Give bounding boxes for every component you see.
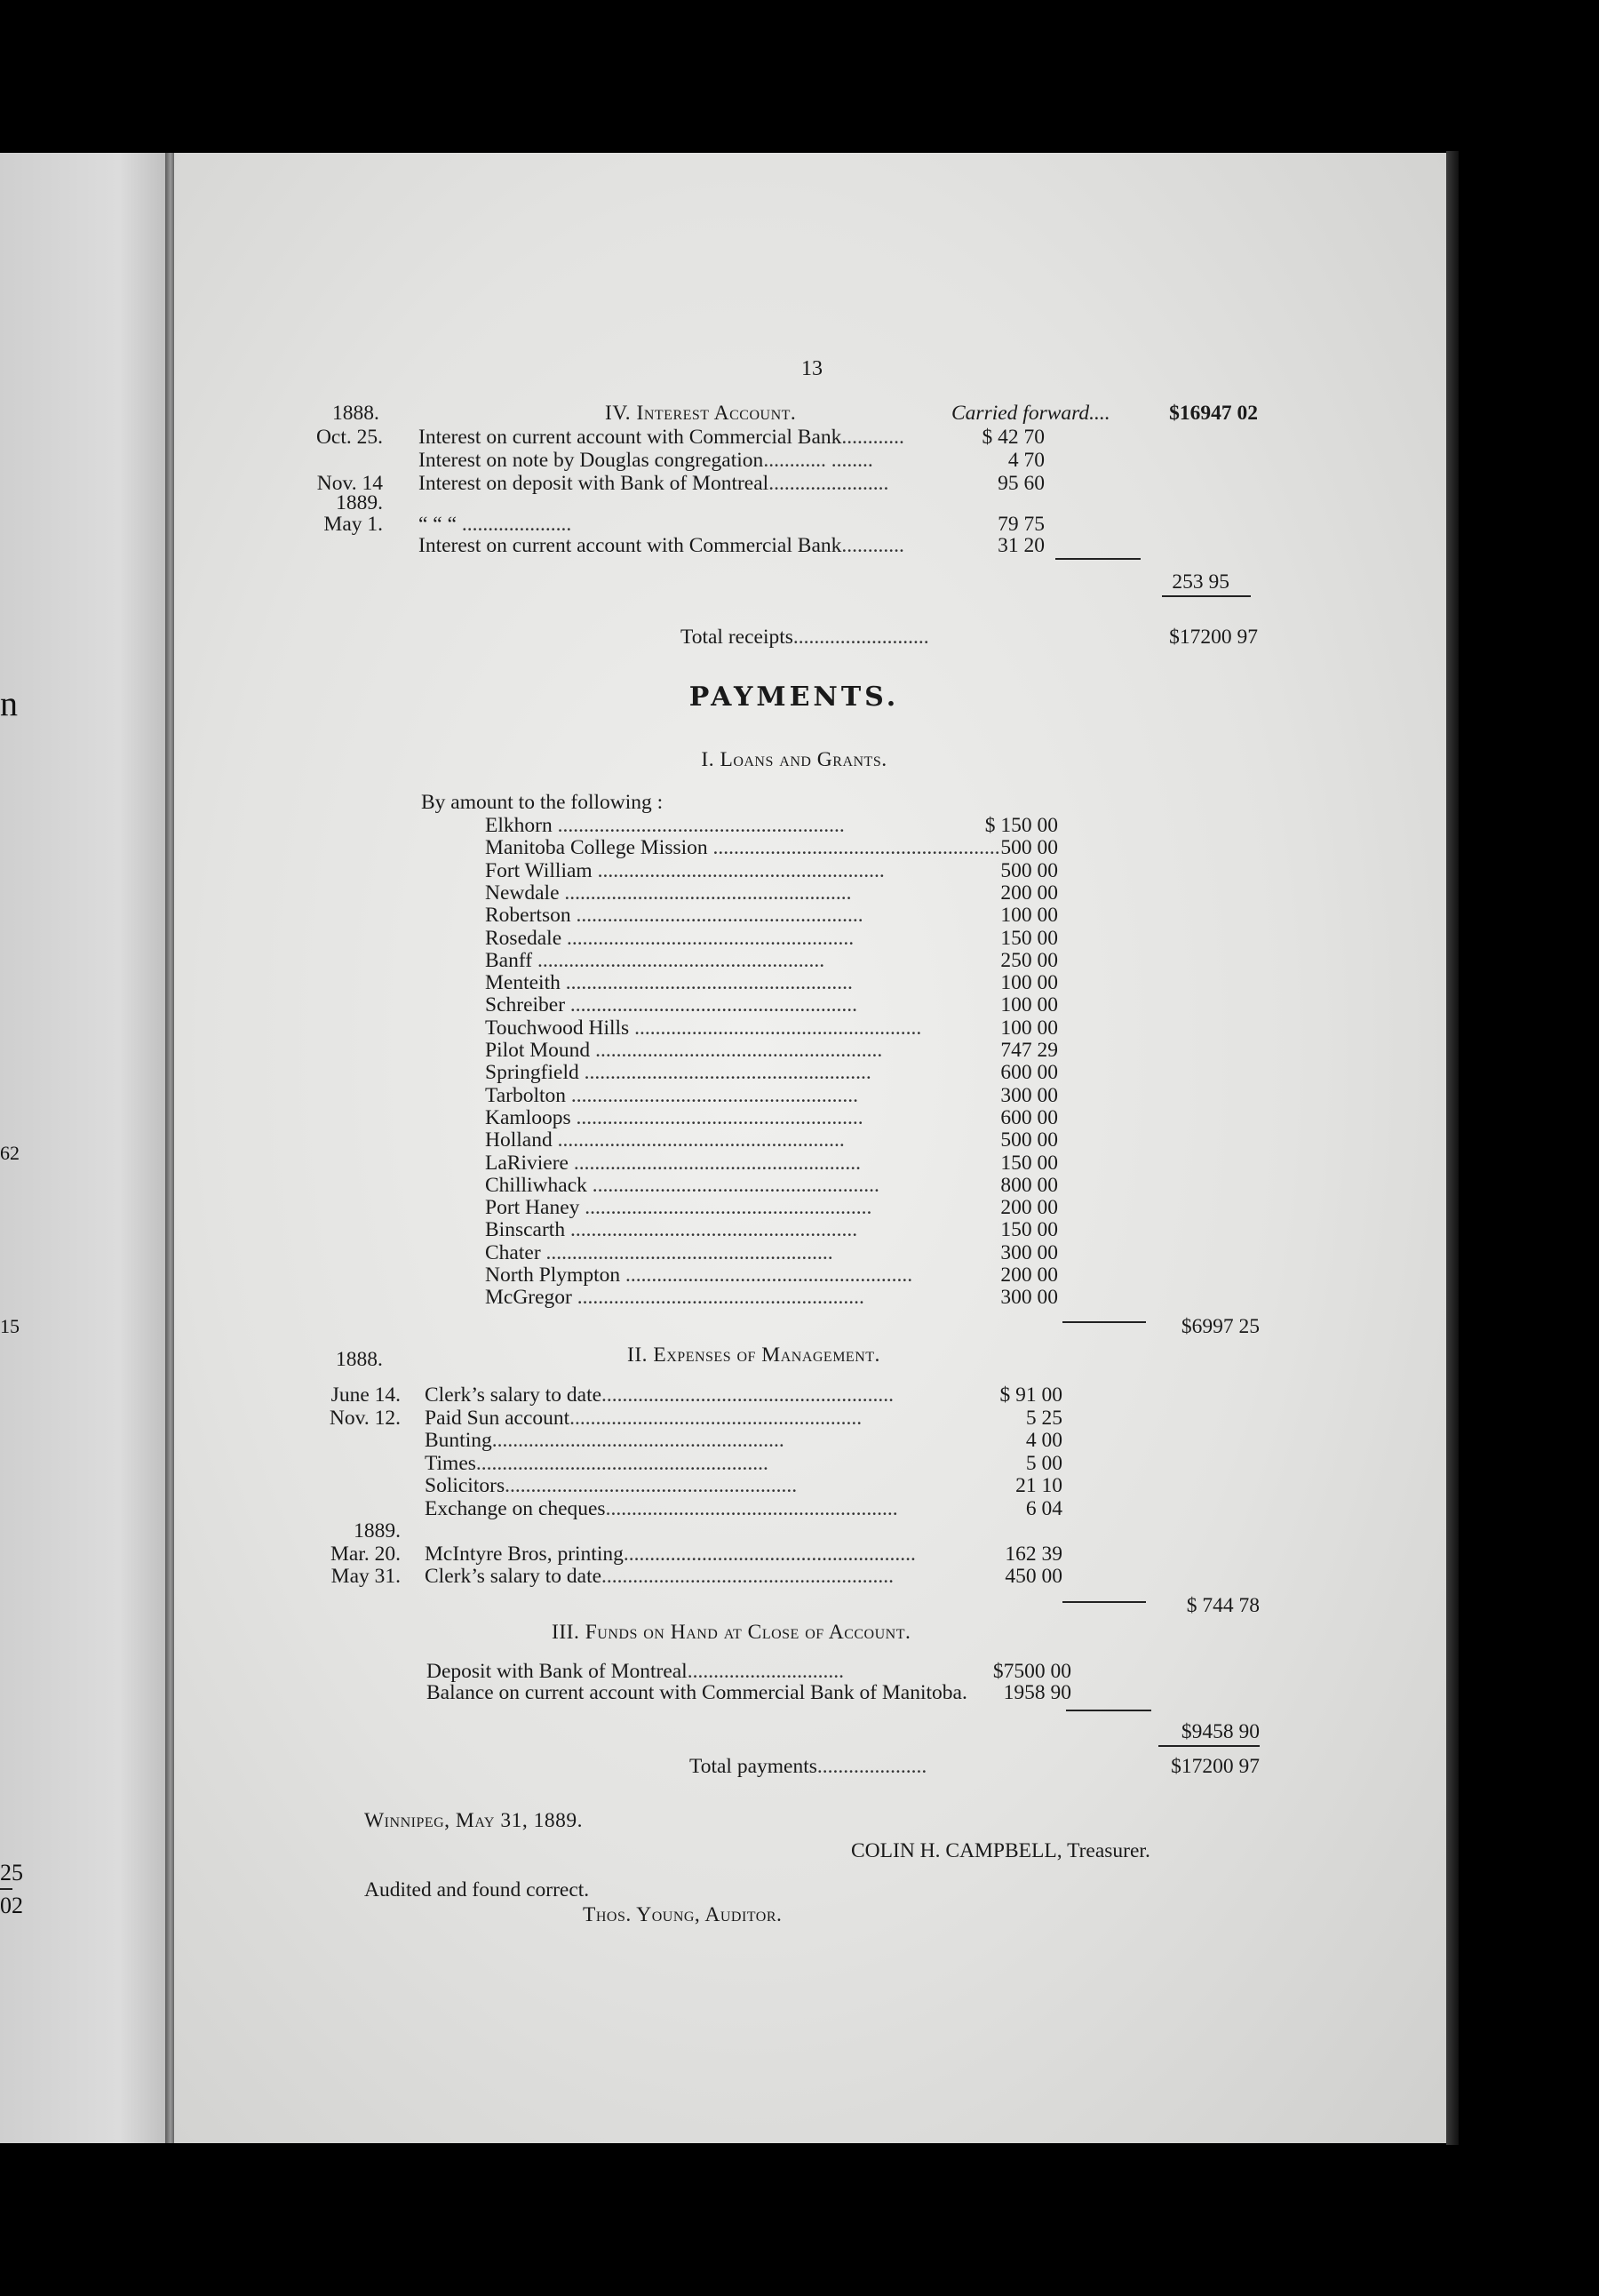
loans-intro: By amount to the following : [421,791,664,814]
expense-description: Times........................................................ [425,1451,768,1475]
loan-row [174,971,1450,994]
loan-name: Tarbolton ....................................................... [485,1083,859,1107]
page-edge [1446,151,1459,2145]
loan-row [174,927,1450,950]
loan-name: Kamloops ....................................................... [485,1105,863,1129]
loans-heading: I. Loans and Grants. [701,748,887,771]
row-date: 1889. [336,491,383,514]
row-description: Interest on note by Douglas congregation............ ........ [418,449,873,472]
loan-amount: 250 00 [1000,948,1058,972]
left-page-fragment: 62 [0,1142,20,1164]
expense-amount: $ 91 00 [999,1383,1062,1407]
row-amount: 95 60 [998,472,1045,495]
carried-forward-value: $16947 02 [1169,402,1258,425]
row-date: Nov. 14 [316,472,383,495]
expense-amount: 4 00 [1025,1429,1062,1452]
loan-amount: 500 00 [1000,1128,1058,1152]
left-page-fragment: 15 [0,1315,20,1337]
page-number: 13 [801,357,823,380]
loan-amount: 200 00 [1000,1196,1058,1220]
row-description: Interest on current account with Commercial Bank............ [418,534,904,557]
place-date: Winnipeg, May 31, 1889. [364,1809,583,1832]
funds-rule [1066,1710,1151,1711]
row-description: Interest on deposit with Bank of Montreal....................... [418,472,889,495]
loan-name: Pilot Mound ....................................................... [485,1039,883,1062]
expense-row [174,1519,1450,1543]
interest-row [174,513,1450,536]
loan-amount: 600 00 [1000,1105,1058,1129]
loan-amount: 300 00 [1000,1286,1058,1310]
expense-row [174,1383,1450,1407]
subtotal-rule [1055,558,1141,560]
loan-name: LaRiviere ....................................................... [485,1151,861,1175]
left-page-rule [0,1888,12,1890]
loan-row [174,1106,1450,1129]
loan-name: Rosedale ....................................................... [485,926,855,950]
loan-amount: 500 00 [1000,858,1058,882]
loan-name: Fort William ....................................................... [485,858,885,882]
row-amount: 79 75 [998,513,1045,536]
loan-row [174,1016,1450,1040]
left-page-fragment: n [0,683,18,723]
total-rule [1162,595,1251,597]
loan-amount: 150 00 [1000,926,1058,950]
loan-amount: 300 00 [1000,1083,1058,1107]
loan-name: Banff ....................................................... [485,948,825,972]
loan-name: McGregor ....................................................... [485,1286,864,1310]
loan-amount: 800 00 [1000,1173,1058,1197]
row-amount: $ 42 70 [982,426,1045,449]
total-payments-label: Total payments..................... [689,1755,927,1778]
expense-amount: 162 39 [1005,1542,1062,1566]
loan-row [174,1241,1450,1264]
loan-amount: 100 00 [1000,993,1058,1017]
expense-date: Nov. 12. [329,1406,401,1430]
expense-date: May 31. [330,1565,401,1588]
loan-amount: $ 150 00 [984,814,1058,837]
loan-row [174,859,1450,882]
interest-row [174,426,1450,449]
expense-date: 1889. [354,1519,401,1543]
loan-name: North Plympton ....................................................... [485,1264,913,1287]
row-description: Balance on current account with Commercial Bank of Manitoba. [426,1681,967,1704]
expense-amount: 450 00 [1005,1565,1062,1588]
expense-amount: 21 10 [1015,1474,1062,1497]
row-amount: 31 20 [998,534,1045,557]
left-page-fragment: 02 [0,1893,23,1918]
interest-row [174,534,1450,557]
expense-description: Bunting........................................................ [425,1429,784,1452]
expense-row [174,1474,1450,1497]
loan-row [174,1061,1450,1084]
total-payments-value: $17200 97 [1171,1755,1260,1778]
interest-row [174,491,1450,514]
interest-year: 1888. [332,402,379,425]
loan-name: Manitoba College Mission ....................................................... [485,836,1000,860]
funds-row [174,1681,1450,1704]
loan-row [174,836,1450,859]
loan-amount: 200 00 [1000,1264,1058,1287]
expense-date: Mar. 20. [330,1542,401,1566]
row-date: Oct. 25. [315,426,383,449]
expense-row [174,1452,1450,1475]
loan-amount: 600 00 [1000,1061,1058,1085]
interest-heading: IV. Interest Account. [605,402,797,425]
expense-description: Clerk’s salary to date........................................................ [425,1565,895,1588]
loan-name: Chater ....................................................... [485,1240,833,1264]
loan-row [174,1152,1450,1175]
funds-heading: III. Funds on Hand at Close of Account. [552,1621,911,1644]
row-description: Interest on current account with Commercial Bank............ [418,426,904,449]
row-amount: $7500 00 [992,1660,1071,1683]
left-page [0,153,171,2143]
interest-row [174,449,1450,472]
row-date: May 1. [323,513,383,536]
loan-row [174,1196,1450,1219]
loan-name: Holland ....................................................... [485,1128,845,1152]
treasurer-signature: COLIN H. CAMPBELL, Treasurer. [851,1839,1150,1862]
row-description: “ “ “ ..................... [418,513,572,536]
expense-description: Paid Sun account........................................................ [425,1406,863,1430]
loan-name: Binscarth ....................................................... [485,1218,858,1242]
loan-row [174,904,1450,927]
ledger-page [174,153,1450,2143]
auditor-signature: Thos. Young, Auditor. [583,1903,783,1926]
loan-row [174,1039,1450,1062]
loan-row [174,1264,1450,1287]
loan-row [174,881,1450,905]
loan-row [174,1128,1450,1152]
carried-forward-label: Carried forward.... [951,402,1110,425]
payments-title: PAYMENTS. [688,682,900,713]
expense-row [174,1543,1450,1566]
loan-row [174,1174,1450,1197]
interest-subtotal: 253 95 [1172,570,1229,594]
loan-amount: 300 00 [1000,1240,1058,1264]
loan-name: Springfield ....................................................... [485,1061,871,1085]
row-amount: 4 70 [1007,449,1045,472]
expense-description: Exchange on cheques........................................................ [425,1496,898,1520]
loan-amount: 100 00 [1000,971,1058,995]
expense-amount: 6 04 [1025,1496,1062,1520]
loan-name: Schreiber ....................................................... [485,993,858,1017]
expense-row [174,1497,1450,1520]
expenses-heading: II. Expenses of Management. [627,1343,880,1367]
audited-note: Audited and found correct. [364,1878,590,1901]
loan-name: Elkhorn ....................................................... [485,814,845,837]
loan-amount: 747 29 [1000,1039,1058,1062]
loan-amount: 500 00 [1000,836,1058,860]
loan-name: Port Haney ....................................................... [485,1196,872,1220]
loan-name: Chilliwhack ....................................................... [485,1173,879,1197]
loan-row [174,993,1450,1016]
loan-name: Robertson ....................................................... [485,904,863,928]
expense-row [174,1407,1450,1430]
loan-amount: 150 00 [1000,1218,1058,1242]
funds-row [174,1660,1450,1683]
row-amount: 1958 90 [1003,1681,1071,1704]
loan-name: Newdale ....................................................... [485,881,852,905]
expense-amount: 5 25 [1025,1406,1062,1430]
total-receipts-label: Total receipts.......................... [680,626,929,649]
loan-row [174,1218,1450,1241]
loans-total: $6997 25 [1181,1315,1260,1338]
expenses-total: $ 744 78 [1186,1594,1260,1617]
expense-row [174,1429,1450,1452]
expense-amount: 5 00 [1025,1451,1062,1475]
loan-name: Menteith ....................................................... [485,971,853,995]
loan-amount: 200 00 [1000,881,1058,905]
expense-description: McIntyre Bros, printing........................................................ [425,1542,916,1566]
loan-amount: 150 00 [1000,1151,1058,1175]
expense-date: June 14. [330,1383,401,1407]
expense-row [174,1565,1450,1588]
loan-name: Touchwood Hills ....................................................... [485,1016,922,1040]
grand-total-rule [1158,1745,1260,1747]
loan-row [174,814,1450,837]
loan-row [174,1084,1450,1107]
expenses-year: 1888. [336,1348,383,1371]
loan-row [174,1286,1450,1309]
left-page-fragment: 25 [0,1860,23,1885]
expense-description: Solicitors........................................................ [425,1474,798,1497]
expense-description: Clerk’s salary to date........................................................ [425,1383,895,1407]
loan-amount: 100 00 [1000,904,1058,928]
loan-amount: 100 00 [1000,1016,1058,1040]
row-description: Deposit with Bank of Montreal.............................. [426,1660,844,1683]
loan-row [174,949,1450,972]
funds-total: $9458 90 [1181,1720,1260,1743]
total-receipts-value: $17200 97 [1169,626,1258,649]
